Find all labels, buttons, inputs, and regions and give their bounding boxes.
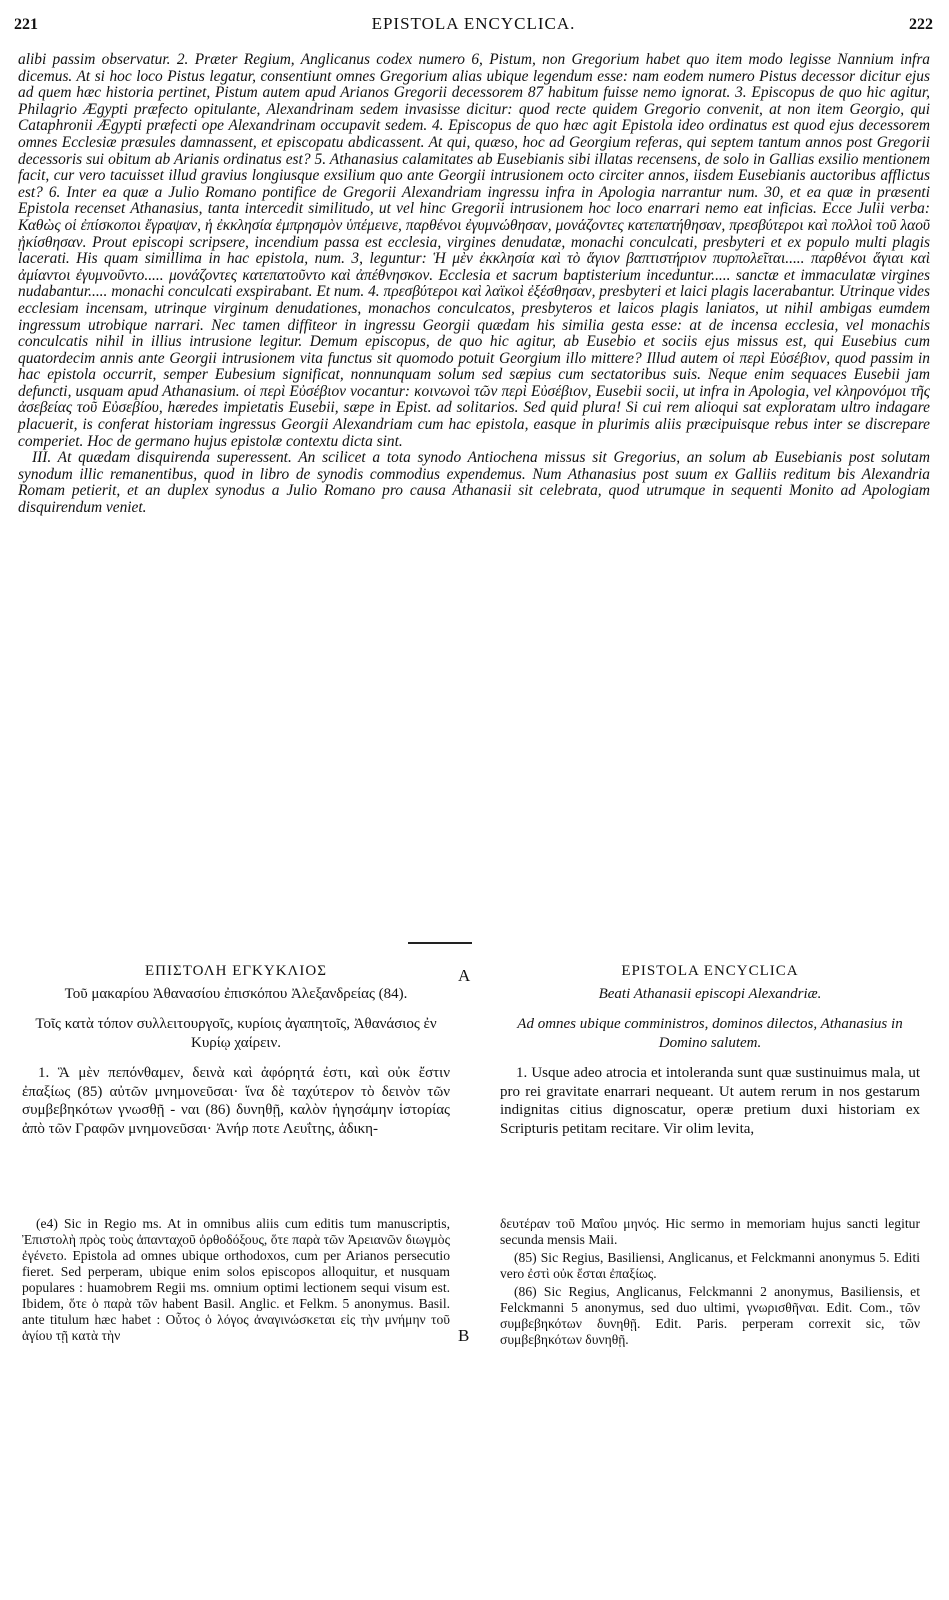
monitum-paragraph: alibi passim observatur. 2. Præter Regium, Anglicanus codex numero 6, Pistum, non Gregorium habet quo item modo legisse Nannium infra dicemus. At si hoc loco Pistus legatur, consentiunt omnes Gregorium alias ubique legendum esse: nam eodem numero Pistus decessor dicitur ejus ad quem hæc historia pertinet, Pistum autem apud Arianos Gregorii decessorem 87 habitum fuisse nemo ignorat. 3. Episcopus de quo hic agitur, Philagrio Ægypti præfecto opitulante, Alexandrinam sedem invasisse dicitur: quod recte quidem Gregorio convenit, at non item Georgio, qui Cataphronii Ægypti præfecti ope Alexandrinam occupavit sedem. 4. Episcopus de quo hæc agit Epistola ideo ordinatus est quod ejus decessorem omnes Ecclesiæ præsules damnassent, et episcopatu abdicassent. At qui, quæso, hoc ad Georgium referas, qui septem tantum annos post Gregorii decessoris sui obitum ab Arianis ordinatus est? 5. Athanasius calamitates ab Eusebianis sibi illatas recensens, de solo in Gallias exsilio mentionem facit, cur vero tacuisset illud gravius longiusque exsilium quo ante Georgii intrusionem octo circiter annos, iisdem Eusebianis auctoribus afflictus est? 6. Inter ea quæ a Julio Romano pontifice de Gregorii Alexandriam ingressu infra in Apologia narrantur num. 30, et ea quæ in præsenti Epistola recenset Athanasius, tanta intercedit similitudo, ut vel hinc Gregorii intrusionem hoc loco enarrari nemo eat inficias. Ecce Julii verba: Καθὼς οἱ ἐπίσκοποι ἔγραψαν, ἡ ἐκκλησία ἐμπρησμὸν ὑπέμεινε, παρθένοι ἐγυμνώθησαν, μονάζοντες κατεπατήθησαν, πρεσβύτεροι καὶ πολλοὶ τοῦ λαοῦ ᾐκίσθησαν. Prout episcopi scripsere, incendium passa est ecclesia, virgines denudatæ, monachi conculcati, presbyteri et ex populo multi plagis lacerati. His quam simillima in hac epistola, num. 3, leguntur: Ἡ μὲν ἐκκλησία καὶ τὸ ἅγιον βαπτιστήριον πυρπολεῖται..... παρθένοι ἅγιαι καὶ ἀμίαντοι ἐγυμνοῦντο..... μονάζοντες κατεπατοῦντο καὶ ἀπέθνησκον. Ecclesia et sacrum baptisterium inceduntur..... sanctæ et immaculatæ virgines nudabantur..... monachi conculcati exspirabant. Et num. 4. πρεσβύτεροι καὶ λαϊκοὶ ἐξέσθησαν, presbyteri et laici plagis lacerabantur. Utrinque vides ecclesiam incensam, utrinque virginum denudationes, monachos conculcatos, presbyteros et laicos plagis laniatos, ut nihil ambigas eumdem ingressum utrobique narrari. Nec tamen diffiteor in ingressu Georgii quædam his similia gesta esse: at de incensa ecclesia, vel monachis conculcatis nihil in illius intrusione legitur. Demum episcopus, de quo hic agitur, ab Eusebio et sociis ejus missus est, qui Eusebius cum quatordecim annis ante Georgii intrusionem vita functus sit quomodo potuit Georgium illo mittere? Illud autem οἱ περὶ Εὐσέβιον, quod passim in hac epistola occurrit, semper Eubesium significat, nonnunquam solum sed sæpius cum sectatoribus suis. Neque enim sequaces Eusebii jam defuncti, usquam apud Athanasium. οἱ περὶ Εὐσέβιον vocantur: κοινωνοὶ τῶν περὶ Εὐσέβιον, Eusebii socii, ut infra in Apologia, vel κληρονόμοι τῆς ἀσεβείας τοῦ Εὐσεβίου, hæredes impietatis Eusebii, sæpe in Epist. ad solitarios. Sed quid plura! Si cui rem alioqui sat exploratam ultro indagare placuerit, is conferat historiam ingressus Georgii Alexandriam cum hac epistola, easque in plurimis aliis præcipuisque rebus inter se discrepare comperiet. Hoc de germano hujus epistolæ contextu dicta sint.: [18, 51, 930, 450]
latin-address: Ad omnes ubique comministros, dominos dilectos, Athanasius in Domino salutem.: [517, 1016, 903, 1051]
latin-title: EPISTOLA ENCYCLICA: [621, 963, 799, 979]
section-divider: [408, 942, 472, 944]
greek-column: [22, 962, 450, 1138]
footnote-e4: (e4) Sic in Regio ms. At in omnibus aliis cum editis tum manuscriptis, Ἐπιστολὴ πρὸς τοὺς ἀπανταχοῦ ὀρθοδόξους, ὅτε παρὰ τῶν Ἀρειανῶν διωγμὸς ἐγένετο. Epistola ad omnes ubique orthodoxos, cum per Arianos persecutio fieret. Sed perperam, ubique enim solos episcopos alloquitur, et nusquam populares : huamobrem Regii ms. omnium optimi lectionem sequi visum est. Ibidem, ὅτε ὁ παρὰ τῶν habent Basil. Anglic. et Felkm. 5 anonymus. Basil. ante titulum hæc habet : Οὗτος ὁ λόγος ἀναγινώσκεται εἰς τὴν μνήμην τοῦ ἁγίου τῇ κατὰ τὴν: [22, 1216, 450, 1343]
latin-body: 1. Usque adeo atrocia et intoleranda sunt quæ sustinuimus mala, ut pro rei gravitate enarrari nequeant. Ut autem rerum in nos gestarum indignitas citius dignoscatur, operæ pretium duxi historiam ex Scripturis petitam recitare. Vir olim levita,: [500, 1065, 920, 1137]
footnote-continuation: δευτέραν τοῦ Μαΐου μηνός. Hic sermo in memoriam hujus sancti legitur secunda mensis Maii.: [500, 1216, 920, 1247]
greek-address: Τοῖς κατὰ τόπον συλλειτουργοῖς, κυρίοις ἀγαπητοῖς, Ἀθανάσιος ἐν Κυρίῳ χαίρειν.: [35, 1016, 437, 1051]
page-header: [14, 14, 933, 44]
left-page-number: 221: [14, 16, 38, 33]
column-marker-b: B: [458, 1326, 470, 1345]
greek-subtitle: Τοῦ μακαρίου Ἀθανασίου ἐπισκόπου Ἀλεξανδρείας (84).: [64, 985, 408, 1002]
latin-column: [500, 962, 920, 1138]
monitum-text: [18, 52, 930, 517]
footnotes-left: [22, 1216, 450, 1346]
running-title: EPISTOLA ENCYCLICA.: [371, 14, 576, 33]
footnote-85: (85) Sic Regius, Basiliensi, Anglicanus, et Felckmanni anonymus 5. Editi vero ἐστὶ οὐκ ἔσται ἐπαξίως.: [500, 1250, 920, 1281]
latin-subtitle: Beati Athanasii episcopi Alexandriæ.: [598, 985, 822, 1002]
column-marker-a: A: [458, 966, 471, 985]
right-page-number: 222: [909, 16, 933, 33]
footnote-86: (86) Sic Regius, Anglicanus, Felckmanni 2 anonymus, Basiliensis, et Felckmanni 5 anonymus, sed duo ultimi, γνωρισθῆναι. Edit. Com., τῶν συμβεβηκότων δυνηθῇ. Edit. Paris. perperam correxit sic, τῶν συμβεβηκότων δυνηθῇ.: [500, 1284, 920, 1347]
monitum-paragraph-iii: III. At quædam disquirenda superessent. An scilicet a tota synodo Antiochena missus sit Gregorius, an solum ab Eusebianis post solutam synodum illic remanentibus, quod in libro de synodis commodius expendemus. Num Athanasius post suum ex Galliis reditum bis Alexandria Romam petierit, et an duplex synodus a Julio Romano pro causa Athanasii sit celebrata, quod utrumque in sequenti Monito ad Apologiam disquirendum veniet.: [18, 449, 930, 517]
greek-body: 1. Ἃ μὲν πεπόνθαμεν, δεινὰ καὶ ἀφόρητά ἐστι, καὶ οὐκ ἔστιν ἐπαξίως (85) αὐτῶν μνημονεῦσαι· ἵνα δὲ ταχύτερον τὸ δεινὸν τῶν συμβεβηκότων γνωσθῇ - ναι (86) δυνηθῇ, καλὸν ἡγησάμην ἱστορίας ἀπὸ τῶν Γραφῶν μνημονεῦσαι· Ἀνήρ ποτε Λευΐτης, ἀδικη-: [22, 1065, 450, 1137]
footnotes-right: [500, 1216, 920, 1350]
greek-title: ΕΠΙΣΤΟΛΗ ΕΓΚΥΚΛΙΟΣ: [145, 963, 327, 979]
